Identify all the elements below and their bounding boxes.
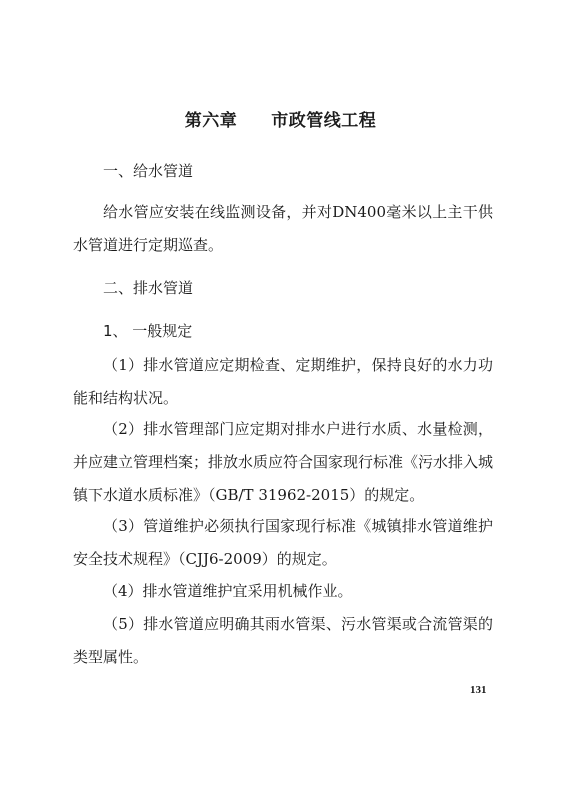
paragraph-water-supply: 给水管应安装在线监测设备，并对DN400毫米以上主干供水管道进行定期巡查。 <box>73 203 493 254</box>
chapter-title <box>0 106 561 131</box>
list-item-1: （1）排水管道应定期检查、定期维护，保持良好的水力功能和结构状况。 <box>73 356 493 407</box>
page-number: 131 <box>470 684 487 696</box>
chapter-number: 第六章 <box>184 111 238 131</box>
section-heading-water-supply: 一、给水管道 <box>103 162 194 180</box>
list-item-2: （2）排水管理部门应定期对排水户进行水质、水量检测，并应建立管理档案；排放水质应符合国家现行标准《污水排入城镇下水道水质标准》（GB/T 31962-2015）的规定。 <box>73 420 494 504</box>
list-item-4: （4）排水管道维护宜采用机械作业。 <box>103 582 353 600</box>
subheading-general-rules: 1、 一般规定 <box>103 322 193 340</box>
list-item-3: （3）管道维护必须执行国家现行标准《城镇排水管道维护安全技术规程》（CJJ6-2009）的规定。 <box>73 517 493 568</box>
chapter-name: 市政管线工程 <box>271 111 377 131</box>
section-heading-drainage: 二、排水管道 <box>103 279 194 297</box>
list-item-5: （5）排水管道应明确其雨水管渠、污水管渠或合流管渠的类型属性。 <box>73 615 493 666</box>
